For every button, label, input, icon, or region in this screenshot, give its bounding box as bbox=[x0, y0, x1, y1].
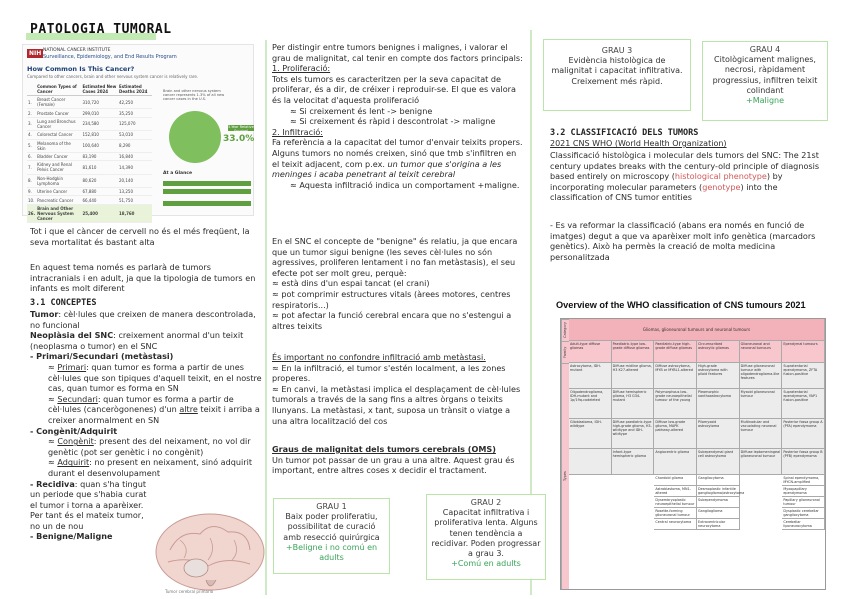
pie-chart bbox=[169, 111, 221, 163]
concepts-heading: 3.1 CONCEPTES bbox=[30, 298, 97, 308]
congenit-item: ≈ Congènit: present des del neixament, no vol dir genètic (pot ser genètic i no congènit) bbox=[48, 436, 251, 457]
who-family-cell: Adult-type diffuse gliomas bbox=[569, 341, 612, 363]
adquirit-text: : no present en neixament, sinó adquirit durant el desenvolupament bbox=[48, 457, 253, 478]
brain-caption: Tumor cerebral primario bbox=[165, 589, 214, 594]
who-table-title: Overview of the WHO classification of CNS tumours 2021 bbox=[556, 300, 806, 310]
table-row bbox=[27, 109, 152, 117]
grade-2-title: GRAU 2 bbox=[470, 498, 502, 507]
bullet-infiltration-local: ≈ En la infiltració, el tumor s'estén localment, a les zones properes. bbox=[272, 362, 506, 384]
tumor-label: Tumor bbox=[30, 309, 59, 319]
brain-illustration bbox=[150, 510, 268, 594]
who-extra-cell: Dysembryoplastic neuroepithelial tumour bbox=[654, 497, 697, 508]
middle-section-3 bbox=[272, 352, 524, 426]
who-type-cell: Diffuse astrocytoma, MYB or MYBL1-altered bbox=[654, 363, 697, 389]
who-type-cell: Infant-type hemispheric glioma bbox=[612, 449, 655, 475]
recidiva-text: : quan s'ha tingut un periode que s'habia curat el tumor i torna a aparèixer. Per tant és el mateix tumor, no un de nou bbox=[30, 478, 147, 531]
who-category-label: Category bbox=[561, 319, 569, 341]
table-cell: 6. bbox=[27, 152, 36, 160]
table-cell: 8,290 bbox=[118, 139, 152, 152]
recidiva-label: - Recidiva bbox=[30, 478, 75, 489]
who-type-cell: Supratentorial ependymoma, YAP1 fusion-positive bbox=[782, 389, 825, 419]
who-type-cell: Pleomorphic xanthoastrocytoma bbox=[697, 389, 740, 419]
table-cell: 9. bbox=[27, 188, 36, 196]
grade-1-plus: +Beligne i no comú en adults bbox=[285, 542, 378, 563]
table-cell: 1. bbox=[27, 96, 36, 109]
who-type-cell: Diffuse paediatric-type high-grade glioma, H3-wildtype and IDH-wildtype bbox=[612, 419, 655, 449]
who-type-cell bbox=[569, 449, 612, 475]
secundari-item: ≈ Secundari: quan tumor es forma a partir de cèl·lules (cancerògonenes) d'un altre teixit i arriba a creixer anormalment en SN bbox=[48, 393, 260, 425]
concepts-body bbox=[30, 309, 264, 542]
table-row bbox=[27, 196, 152, 204]
table-cell: Colorectal Cancer bbox=[36, 131, 81, 139]
middle-intro: Per distingir entre tumors benignes i malignes, i valorar el grau de malignitat, cal tenir en compte dos factors principals: bbox=[272, 42, 523, 63]
neo-label: Neoplàsia del SNC bbox=[30, 330, 114, 341]
table-cell: Brain and Other Nervous System Cancer bbox=[36, 204, 81, 222]
who-type-cell: Myxoid glioneuronal tumour bbox=[740, 389, 783, 419]
table-cell: 66,440 bbox=[81, 196, 118, 204]
grade-4-box bbox=[702, 41, 828, 121]
who-extra-cell: Astroblastoma, MN1-altered bbox=[654, 486, 697, 497]
table-cell: 3. bbox=[27, 117, 36, 130]
table-cell: 35,250 bbox=[118, 109, 152, 117]
table-cell: 8. bbox=[27, 174, 36, 187]
table-cell: 51,750 bbox=[118, 196, 152, 204]
grade-2-plus: +Comú en adults bbox=[451, 559, 521, 569]
who-extra-cell: Dysplastic cerebellar gangliocytoma bbox=[782, 508, 825, 519]
proliferation-text: Tots els tumors es caracteritzen per la seva capacitat de proliferar, és a dir, de créixer i reproduir-se. El que es valora és la velocitat d'aquesta proliferació bbox=[272, 73, 516, 105]
left-intro-1: Tot i que el càncer de cervell no és el més freqüent, la seva mortalitat és bastant alta bbox=[30, 226, 250, 247]
col-new: Estimated New Cases 2024 bbox=[82, 84, 117, 94]
classification-heading: 3.2 CLASSIFICACIÓ DELS TUMORS bbox=[550, 128, 699, 138]
grade-3-box bbox=[543, 39, 691, 111]
secundari-text-a: : quan tumor es forma a partir de cèl·lules (cancerògonenes) d'un bbox=[48, 393, 234, 415]
tumor-text: : cèl·lules que creixen de manera descontrolada, no funcional bbox=[30, 309, 256, 330]
classification-text: Classificació histològica i molecular dels tumors del SNC: The 21st century updates breaks with the century-old principle of diagnosis based entirely on microscopy (histological phenotype) by incorporating molecular parameters (genotype) into the classification of CNS tumor entities bbox=[550, 150, 820, 203]
page-title: PATOLOGIA TUMORAL bbox=[30, 22, 172, 37]
who-extra-cell: Desmoplastic infantile ganglioglioma/astrocytoma bbox=[698, 487, 745, 495]
who-type-cell: Oligodendroglioma, IDH-mutant and 1p/19q-codeleted bbox=[569, 389, 612, 419]
table-cell: 25,400 bbox=[81, 204, 118, 222]
table-cell: 80,620 bbox=[81, 174, 118, 187]
table-cell: 16,840 bbox=[118, 152, 152, 160]
secundari-label: Secundari bbox=[57, 393, 98, 404]
reform-text: - Es va reformar la classificació (abans era només en funció de imatges) degut a que va aparèixer molt info genètica (marcadors genètics). Això ha permès la creació de molta medicina personalitzada bbox=[550, 220, 816, 262]
table-cell: 152,810 bbox=[81, 131, 118, 139]
table-cell: 4. bbox=[27, 131, 36, 139]
table-cell: Kidney and Renal Pelvis Cancer bbox=[36, 161, 81, 174]
table-cell: 125,070 bbox=[118, 117, 152, 130]
nih-institute: NATIONAL CANCER INSTITUTE bbox=[43, 48, 111, 53]
table-row bbox=[27, 139, 152, 152]
table-cell: Melanoma of the Skin bbox=[36, 139, 81, 152]
table-cell: 42,250 bbox=[118, 96, 152, 109]
genotype: genotype bbox=[702, 181, 741, 192]
grade-2-text: Capacitat infiltrativa i proliferativa lenta. Alguns tenen tendència a recidivar. Poden progressar a grau 3. bbox=[431, 508, 541, 559]
grade-1-text: Baix poder proliferatiu, possibilitat de curació amb resecció quirúrgica bbox=[283, 512, 380, 542]
who-type-cell: Subependymal giant cell astrocytoma bbox=[697, 449, 740, 475]
table-cell: 13,250 bbox=[118, 188, 152, 196]
middle-section-1 bbox=[272, 42, 524, 190]
who-types-label: Types bbox=[561, 363, 569, 589]
middle-section-4 bbox=[272, 444, 524, 476]
middle-section-2 bbox=[272, 236, 524, 331]
bullet-closed-space: ≈ està dins d'un espai tancat (el crani) bbox=[272, 278, 430, 289]
table-cell: 100,640 bbox=[81, 139, 118, 152]
who-type-cell: Posterior fossa group B (PFB) ependymoma bbox=[782, 449, 825, 475]
table-row bbox=[27, 96, 152, 109]
grade-4-plus: +Maligne bbox=[745, 96, 785, 106]
survival-label: 5-Year Relative Survival bbox=[228, 125, 254, 133]
oms-text: Un tumor pot passar de un grau a una altre. Aquest grau és important, entre altres coses x decidir el tractament. bbox=[272, 454, 515, 476]
left-intro-2: En aquest tema només es parlarà de tumors intracranials i en adult, ja que la tipologia de tumors en infants es molt diferent bbox=[30, 262, 256, 294]
at-a-glance: At a Glance bbox=[163, 171, 192, 176]
who-extra-cell: Rosette-forming glioneuronal tumour bbox=[654, 508, 697, 519]
infiltration-heading: 2. Infiltració: bbox=[272, 126, 323, 137]
who-type-cell: Diffuse glioneuronal tumour with oligodendroglioma-like features bbox=[740, 363, 783, 389]
who-extra-cell: Extraventricular neurocytoma bbox=[697, 519, 740, 530]
table-row bbox=[27, 117, 152, 130]
benign-relative-text: En el SNC el concepte de "benigne" és relatiu, ja que encara que un tumor sigui benigne (les seves cèl·lules no són agressives, proliferen lentament i no fan metàstasis), el seu efecte pot ser molt greu, perquè: bbox=[272, 236, 518, 278]
table-cell: 81,610 bbox=[81, 161, 118, 174]
grade-2-box bbox=[426, 494, 546, 580]
table-cell: 5. bbox=[27, 139, 36, 152]
benigne-heading: - Benigne/Maligne bbox=[30, 531, 113, 542]
who-extra-cell: Myxopapillary ependymoma bbox=[782, 486, 825, 497]
nih-subtitle: Compared to other cancers, brain and other nervous system cancer is relatively rare. bbox=[27, 74, 199, 79]
table-cell: Non-Hodgkin Lymphoma bbox=[36, 174, 81, 187]
grade-3-title: GRAU 3 bbox=[601, 46, 633, 55]
who-header: Gliomas, glioneuronal tumours and neuronal tumours bbox=[569, 319, 825, 341]
histological-phenotype: histological phenotype bbox=[674, 171, 767, 182]
secundari-altre: altre bbox=[179, 404, 198, 415]
nih-question: How Common Is This Cancer? bbox=[27, 65, 135, 73]
proliferation-heading: 1. Proliferació: bbox=[272, 63, 331, 74]
table-cell: Bladder Cancer bbox=[36, 152, 81, 160]
bullet-compress: ≈ pot comprimir estructures vitals (àrees motores, centres respiratoris...) bbox=[272, 288, 511, 310]
who-type-cell: High-grade astrocytoma with piloid features bbox=[697, 363, 740, 389]
glance-bar bbox=[163, 189, 251, 194]
table-cell: 2. bbox=[27, 109, 36, 117]
who-type-cell: Angiocentric glioma bbox=[654, 449, 697, 475]
who-type-cell: Diffuse low-grade glioma, MAPK pathway-altered bbox=[654, 419, 697, 449]
table-cell: Uterine Cancer bbox=[36, 188, 81, 196]
table-row bbox=[27, 174, 152, 187]
nih-logo: NIH bbox=[29, 50, 42, 57]
table-cell: 234,580 bbox=[81, 117, 118, 130]
survival-percent: 33.0% bbox=[223, 134, 255, 144]
bullet-fast: ≈ Si creixement és ràpid i descontrolat -> maligne bbox=[290, 116, 496, 127]
oms-heading: Graus de malignitat dels tumors cerebrals (OMS) bbox=[272, 444, 496, 454]
congenit-label: Congènit bbox=[57, 436, 94, 447]
who-type-cell: Diffuse leptomeningeal glioneuronal tumour bbox=[740, 449, 783, 475]
who-extra-cell: Ganglioglioma bbox=[697, 508, 740, 519]
cancer-table bbox=[27, 83, 152, 223]
who-family-cell: Ependymal tumours bbox=[782, 341, 825, 363]
who-type-cell: Pilomyxoid astrocytoma bbox=[697, 419, 740, 449]
table-cell: 20,140 bbox=[118, 174, 152, 187]
who-type-cell: Supratentorial ependymoma, ZFTA fusion-positive bbox=[782, 363, 825, 389]
who-extra-cell: Central neurocytoma bbox=[654, 519, 697, 530]
adquirit-item: ≈ Adquirit: no present en neixament, sinó adquirit durant el desenvolupament bbox=[48, 457, 253, 478]
who-classification-table bbox=[560, 318, 826, 590]
grade-1-title: GRAU 1 bbox=[316, 502, 347, 511]
prim-sec-heading: - Primari/Secundari (metàstasi) bbox=[30, 351, 174, 362]
table-cell: 26. bbox=[27, 204, 36, 222]
primari-label: Primari bbox=[57, 361, 87, 372]
who-type-cell: Polymorphous low-grade neuroepithelial tumour of the young bbox=[654, 389, 697, 419]
who-type-cell: Posterior fossa group A (PFA) ependymoma bbox=[782, 419, 825, 449]
who-type-cell: Diffuse hemispheric glioma, H3 G34-mutant bbox=[612, 389, 655, 419]
neo-text: : creixement anormal d'un teixit (neoplasma o tumor) en el SNC bbox=[30, 330, 244, 351]
congenit-text: : present des del neixament, no vol dir genètic (pot ser genètic i no congènit) bbox=[48, 436, 251, 457]
grade-3-text: Evidència histològica de malignitat i capacitat infiltrativa. Creixement més ràpid. bbox=[551, 56, 683, 86]
table-cell: Breast Cancer (Female) bbox=[36, 96, 81, 109]
who-extra-cell: Cerebellar liponeurocytoma bbox=[782, 519, 825, 530]
table-row bbox=[27, 161, 152, 174]
who-family-cell: Paediatric-type low-grade diffuse gliomas bbox=[612, 341, 655, 363]
table-cell: 10. bbox=[28, 197, 35, 203]
who-family-cell: Circumscribed astrocytic gliomas bbox=[697, 341, 740, 363]
who-family-cell: Glioneuronal and neuronal tumours bbox=[740, 341, 783, 363]
who-type-cell: Diffuse midline glioma, H3 K27-altered bbox=[612, 363, 655, 389]
glance-bar bbox=[163, 181, 251, 186]
who-extra-cell: Subependymoma bbox=[697, 497, 740, 508]
table-row bbox=[27, 131, 152, 139]
table-cell: 310,720 bbox=[81, 96, 118, 109]
table-cell: 7. bbox=[27, 161, 36, 174]
bullet-brain-function: ≈ pot afectar la funció cerebral encara que no s'estengui a altres teixits bbox=[272, 310, 512, 331]
glance-bar bbox=[163, 201, 251, 206]
grade-4-title: GRAU 4 bbox=[749, 45, 781, 54]
who-type-cell: Astrocytoma, IDH-mutant bbox=[569, 363, 612, 389]
table-cell: 14,390 bbox=[118, 161, 152, 174]
cong-adq-heading: - Congènit/Adquirit bbox=[30, 425, 118, 436]
pie-note: Brain and other nervous system cancer represents 1.3% of all new cancer cases in the U.S. bbox=[163, 89, 225, 101]
nih-program: Surveillance, Epidemiology, and End Results Program bbox=[43, 54, 177, 60]
bullet-infiltration: ≈ Aquesta infiltració indica un comportament +maligne. bbox=[290, 179, 520, 190]
infiltration-text: Fa referència a la capacitat del tumor d'envair teixits propers. Alguns tumors no només creixen, sinó que tmb s'infiltren en el teixit adjacent, com p.ex. un tumor que s'origina a les meninges i acaba penetrant al teixit cerebral bbox=[272, 137, 523, 180]
table-row bbox=[27, 188, 152, 196]
table-cell: Prostate Cancer bbox=[36, 109, 81, 117]
table-cell: 67,880 bbox=[81, 188, 118, 196]
metastasis-heading: És important no confondre infiltració amb metàstasi. bbox=[272, 352, 486, 362]
col-type: Common Types of Cancer bbox=[36, 83, 81, 96]
table-cell: Pancreatic Cancer bbox=[36, 196, 81, 204]
grade-1-box bbox=[273, 498, 390, 574]
bullet-slow: ≈ Si creixement és lent -> benigne bbox=[290, 105, 433, 116]
who-extra-cell: Gangliocytoma bbox=[697, 475, 740, 486]
table-cell: 83,190 bbox=[81, 152, 118, 160]
bullet-metastasis: ≈ En canvi, la metàstasi implica el desplaçament de cèl·lules tumorals a través de la sang fins a altres òrgans o teixits llunyans. La metàstasi, x tant, suposa un trànsit o viatge a una altra localització del cos bbox=[272, 383, 521, 426]
table-row bbox=[27, 152, 152, 160]
grade-4-text: Citològicament malignes, necrosi, ràpidament progressius, infiltren teixit colindant bbox=[712, 55, 818, 95]
primari-text: : quan tumor es forma a partir de unes cèl·lules que son tipiques d'aquell teixit, en el nostre cas, quan tumor es forma en SN bbox=[48, 361, 262, 394]
who-extra-cell: Papillary glioneuronal tumour bbox=[782, 497, 825, 508]
who-extra-cell: Chordoid glioma bbox=[654, 475, 697, 486]
table-cell: 53,010 bbox=[118, 131, 152, 139]
who-family-cell: Paediatric-type high-grade diffuse gliomas bbox=[654, 341, 697, 363]
col-deaths: Estimated Deaths 2024 bbox=[118, 83, 152, 96]
primari-item: ≈ Primari: quan tumor es forma a partir de unes cèl·lules que son tipiques d'aquell teixit, en el nostre cas, quan tumor es forma en SN bbox=[48, 361, 262, 394]
adquirit-label: Adquirit bbox=[57, 457, 90, 468]
classification-subheading: 2021 CNS WHO (World Health Organization) bbox=[550, 139, 727, 148]
who-family-label: Family bbox=[561, 341, 569, 363]
who-extra-cell: Spinal ependymoma, MYCN-amplified bbox=[782, 475, 825, 486]
secundari-text-b: teixit i arriba a creixer anormalment en SN bbox=[48, 404, 260, 425]
nih-seer-figure bbox=[22, 44, 255, 221]
who-type-cell: Glioblastoma, IDH-wildtype bbox=[569, 419, 612, 449]
table-row bbox=[27, 204, 152, 222]
table-cell: 18,760 bbox=[118, 204, 152, 222]
table-cell: Lung and Bronchus Cancer bbox=[36, 117, 81, 130]
table-cell: 299,010 bbox=[81, 109, 118, 117]
who-type-cell: Multinodular and vacuolating neuronal tumour bbox=[740, 419, 783, 449]
